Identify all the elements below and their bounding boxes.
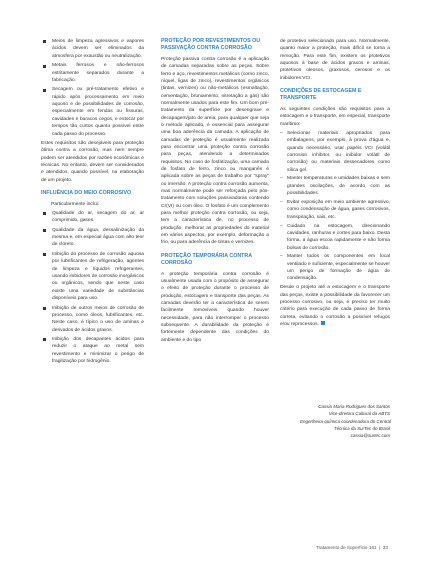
closing-text: Desde o projeto até a estocagem e o transporte das peças, existe a possibilidade da favorecer um processo corrosivo, ou seja, é preciso ter muito critério para execução de cada passo de forma correta, evitando o corrosão a possível refugos e/ou reprocessos.: [280, 285, 390, 327]
list-item: Meios de limpeza agressivos e vapores ácidos devem ser eliminados da atmosfera por exaustão ou neutralização.: [41, 38, 144, 60]
list-item: – Selecionar materiais apropriados para embalagens, por exemplo, à prova d'água e, quando necessário, usar papéis VCI (volátil corrosion inhibitor, ou inibidor volátil de corrosão) ou materiais dessecadores como sílica gel.: [280, 130, 390, 174]
body-paragraph: de protetivo selecionado para uso. Normalmente, quanto maior a proteção, mais difícil se torna a remoção. Para este fim, existem os protetivos aquosos à base de ácidos graxos e aminas, protetivos oleosos, graxosos, cerosos e os inibidores VCI.: [280, 39, 390, 81]
bullet-list-top: [41, 38, 144, 138]
right-column: [280, 38, 390, 330]
list-item: Metais ferrosos e não-ferrosos estritamente separados durante a fabricação.: [41, 62, 144, 84]
intro-text: Particularmente inclui:: [51, 201, 100, 207]
body-paragraph: As seguintes condições são requisitos para a estocagem e o transporte, em especial, transporte marítimo:: [280, 106, 390, 127]
footer-divider: |: [377, 545, 382, 550]
list-item: Qualidade da água, dessalinização da mesma e, em especial água com alto teor de cloreto.: [41, 227, 144, 249]
section-heading: PROTEÇÃO TEMPORÁRIA CONTRA CORROSÃO: [161, 252, 252, 267]
author-title: Engenheira química coordenadora do Central: [300, 418, 392, 424]
author-email: cassia@surtec.com: [350, 433, 390, 439]
list-item: – Manter todos os componentes em local ventilado e suficiente, especialmente se houver um perigo de formação de água de condensação.: [280, 253, 390, 282]
bullet-list-bottom: [41, 210, 144, 366]
author-role: Vice-diretora Cultural da ABTS: [328, 411, 390, 417]
closing-paragraph: [280, 284, 390, 328]
page-footer: [316, 545, 388, 550]
body-paragraph: A proteção temporária contra corrosão é usualmente usada com o propósito de assegurar o efeito de proteção durante o processo de produção, estocagem e transporte das peças. As camadas deverão ter a característica de serem facilmente removíveis quando houver necessidade, para não interromper o processo subsequente. A durabilidade da proteção é fortemente dependente das condições do ambiente e do tipo: [161, 271, 269, 343]
section-heading: PROTEÇÃO POR REVESTIMENTOS OU PASSIVAÇÃO CONTRA CORROSÃO: [161, 38, 261, 52]
list-item: Inibição do processo de corrosão aquosa por lubrificantes de refrigeração, agentes de limpeza e líquidos refrigerantes, usando inibidores de corrosão inorgânicos ou orgânicos, sendo que neste caso existe uma variedade de substâncias disponíveis para uso.: [41, 251, 144, 302]
section-heading: CONDIÇÕES DE ESTOCAGEM E TRANSPORTE: [280, 88, 362, 102]
requirements-list: [280, 130, 390, 283]
page-number: 33: [382, 545, 388, 550]
magazine-title: Tratamento de Superfície 161: [315, 545, 377, 550]
list-item: Qualidade do ar, secagem do ar, ar comprimido, gases.: [41, 210, 144, 225]
list-item: Secagem ou pré-tratamento efetivo e rápido após processamento em meio aquoso e de possibilidades de corrosão, especialmente em fendas ou fissuras, cavidades e buracos cegos, e estocar por tempos tão curtos quanto possível entre cada passo do processo.: [41, 86, 144, 137]
middle-column: [161, 38, 269, 346]
list-item: – Cuidado na estocagem, direcionando cavidades, ranhuras e cortes para baixo. Desta forma, a água escoa rapidamente e não forma bolsas de corrosão.: [280, 223, 390, 252]
author-name: Cassia Maria Rodrigues dos Santos: [318, 404, 390, 409]
end-mark-icon: [321, 321, 325, 325]
list-item: – Manter temperaturas e umidades baixas e sem grandes oscilações, de acordo com as possibilidades.: [280, 175, 390, 197]
body-paragraph: Estes requisitos são desejáveis para proteção ótima contra a corrosão, mas nem sempre podem ser atendidos por razões econômicas e técnicas. No entanto, devem ser considerados e atendidos, quando possível, na elaboração de um projeto.: [41, 141, 144, 183]
section-heading: INFLUÊNCIA DO MEIO CORROSIVO: [41, 190, 132, 197]
list-item: Inibição dos decapantes ácidos para reduzir o ataque ao metal sem revestimento e minimizar o perigo de fragilização por hidrogênio.: [41, 336, 144, 365]
author-signature: [300, 403, 390, 439]
list-item: Inibição de outros meios de corrosão de processo, como óleos, lubrificantes, etc. Neste caso, é típico o uso de aminas e derivados de ácidos graxos.: [41, 305, 144, 334]
author-company: Técnica da SurTec do Brasil: [333, 425, 390, 431]
body-paragraph: Proteção passiva contra corrosão é a aplicação de camadas separadas sobre as peças. Sobre ferro e aço, revestimentos metálicos (como zinco, níquel, ligas de zinco), revestimentos orgânicos (tintas, vernizes) ou não-metálicos (esmaltação, cementação, bruniamento, nitretação a gás) são normalmente usados para este fim. Um bom pré-tratamento da superfície por desengraxe e decapagem/jato de areia, para qualquer que seja o método aplicado, é essencial para assegurar uma boa aderência da camada. A aplicação de camadas de proteção é usualmente realizada para encontrar uma proteção contra corrosão para peças, atendendo a determinados requisitos. No caso de fosfatização, uma camada de fosfato de ferro, zinco ou manganês é aplicada sobre as peças de trabalho por "spray" ou imersão. A proteção contra corrosão aumenta, mas normalmente pode ser reforçada pelo pós-tratamento com soluções passivadoras contendo Cr(VI) ou com óleo. O fosfato é um complemento para melhor proteção contra corrosão, ou seja, tem a característica de, no processo de produção, melhorar as propriedades do material em vários aspectos, por exemplo, deformação a frio, ou para aderência de tintas e vernizes.: [161, 56, 269, 246]
list-item: – Evitar exposição em meio ambiente agressivo, como condensação de água, gases corrosivos, transpiração, sais, etc.: [280, 199, 390, 221]
left-column: [41, 38, 144, 368]
